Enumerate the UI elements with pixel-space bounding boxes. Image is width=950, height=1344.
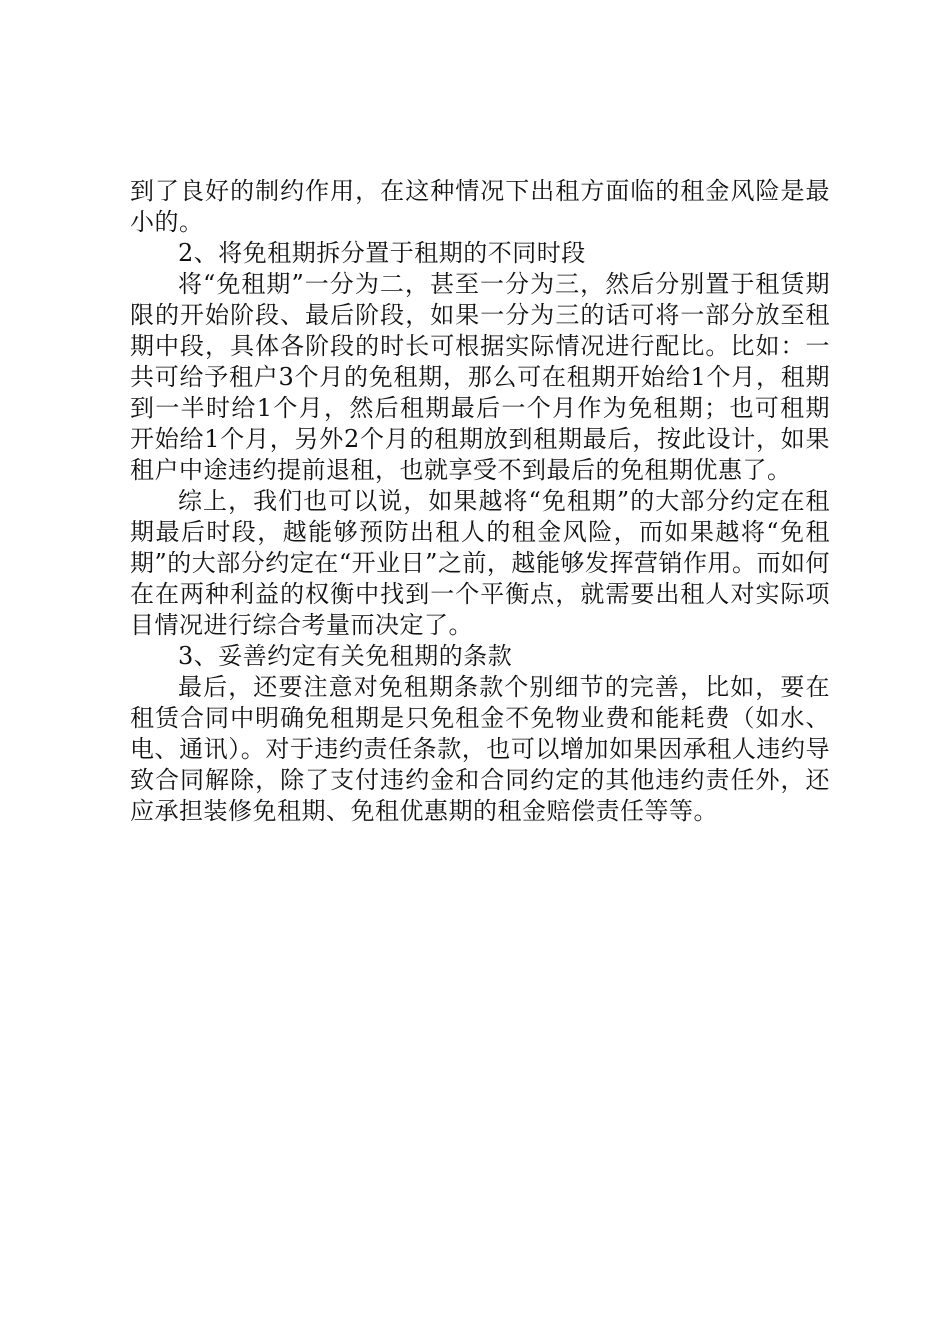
- section-heading-3: 3、妥善约定有关免租期的条款: [178, 642, 513, 670]
- paragraph-split-rent-free: 将“免租期”一分为二，甚至一分为三，然后分别置于租赁期限的开始阶段、最后阶段，如果一分为三的话可将一部分放至租期中段，具体各阶段的时长可根据实际情况进行配比。比如：一共可给予租户3个月的免租期，那么可在租期开始给1个月，租期到一半时给1个月，然后租期最后一个月作为免租期；也可租期开始给1个月，另外2个月的租期放到租期最后，按此设计，如果租户中途违约提前退租，也就享受不到最后的免租期优惠了。: [130, 270, 830, 484]
- section-heading-2: 2、将免租期拆分置于租期的不同时段: [178, 239, 586, 267]
- paragraph-summary: 综上，我们也可以说，如果越将“免租期”的大部分约定在租期最后时段，越能够预防出租人的租金风险，而如果越将“免租期”的大部分约定在“开业日”之前，越能够发挥营销作用。而如何在在两种利益的权衡中找到一个平衡点，就需要出租人对实际项目情况进行综合考量而决定了。: [130, 487, 830, 639]
- document-body: [130, 176, 830, 827]
- paragraph-continuation: 到了良好的制约作用，在这种情况下出租方面临的租金风险是最小的。: [130, 177, 830, 236]
- paragraph-clause-details: 最后，还要注意对免租期条款个别细节的完善，比如，要在租赁合同中明确免租期是只免租金不免物业费和能耗费（如水、电、通讯）。对于违约责任条款，也可以增加如果因承租人违约导致合同解除，除了支付违约金和合同约定的其他违约责任外，还应承担装修免租期、免租优惠期的租金赔偿责任等等。: [130, 673, 830, 825]
